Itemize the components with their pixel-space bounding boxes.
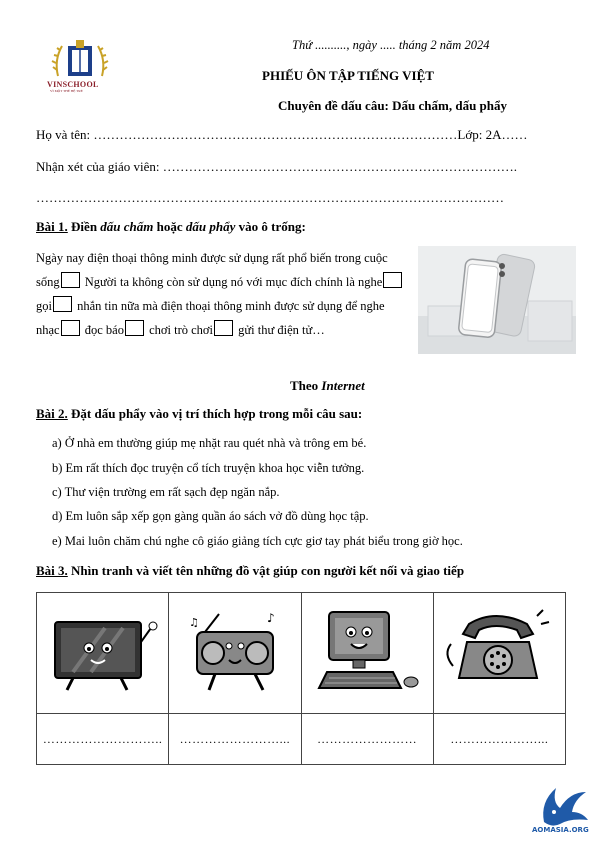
svg-text:♪: ♪ bbox=[266, 611, 275, 625]
exercise3-heading: Bài 3. Nhìn tranh và viết tên những đồ vật giúp con người kết nối và giao tiếp bbox=[36, 563, 465, 578]
smartphone-photo bbox=[418, 246, 576, 354]
answer-blank-1[interactable]: ……………………….. bbox=[37, 714, 169, 765]
list-item: d) Em luôn sắp xếp gọn gàng quần áo sách vở đồ dùng học tập. bbox=[52, 509, 369, 523]
radio-icon bbox=[175, 606, 295, 696]
teacher-comment-line: Nhận xét của giáo viên: ………………………………………………………………………. bbox=[36, 159, 517, 174]
exercise1-label: Bài 1. bbox=[36, 219, 68, 234]
telephone-icon bbox=[439, 606, 559, 696]
source-credit: Theo Internet bbox=[290, 378, 365, 393]
list-item: a) Ở nhà em thường giúp mẹ nhặt rau quét nhà và trông em bé. bbox=[52, 436, 367, 450]
answer-box-6[interactable] bbox=[214, 320, 233, 336]
answer-box-1[interactable] bbox=[61, 272, 80, 288]
telephone-cell bbox=[433, 593, 565, 714]
exercise1-heading: Bài 1. Điền dấu chấm hoặc dấu phẩy vào ô trống: bbox=[36, 219, 306, 234]
exercise1-paragraph: Ngày nay điện thoại thông minh được sử dụng rất phổ biến trong cuộc sống Người ta không còn sử dụng nó với mục đích chính là nghe gọi nhắn tin nữa mà điện thoại thông minh được sử dụng để nghe nhạc đọc báo chơi trò chơi gửi thư điện tử… bbox=[36, 246, 406, 342]
school-name: VINSCHOOL bbox=[47, 80, 99, 89]
worksheet-subtitle: Chuyên đề dấu câu: Dấu chấm, dấu phẩy bbox=[278, 98, 508, 113]
answer-box-3[interactable] bbox=[53, 296, 72, 312]
picture-table bbox=[36, 592, 566, 765]
answer-blank-3[interactable]: …………………… bbox=[301, 714, 433, 765]
answer-blank-4[interactable]: …………………... bbox=[433, 714, 565, 765]
watermark-text: AOMASIA.ORG bbox=[532, 826, 589, 834]
answer-box-2[interactable] bbox=[383, 272, 402, 288]
student-name-line: Họ và tên: …………………………………………………………………………Lớp: 2A…… bbox=[36, 127, 528, 142]
worksheet-title: PHIẾU ÔN TẬP TIẾNG VIỆT bbox=[262, 68, 434, 83]
answer-box-4[interactable] bbox=[61, 320, 80, 336]
computer-icon bbox=[307, 606, 427, 696]
tv-cell bbox=[37, 593, 169, 714]
comment-extra-line: ……………………………………………………………………………………………… bbox=[36, 190, 504, 205]
date-line: Thứ .........., ngày ..... tháng 2 năm 2024 bbox=[292, 38, 490, 52]
answer-box-5[interactable] bbox=[125, 320, 144, 336]
school-tagline: VÌ MỘT THẾ HỆ TRẺ bbox=[50, 89, 83, 93]
list-item: b) Em rất thích đọc truyện cổ tích truyện khoa học viễn tưởng. bbox=[52, 461, 365, 475]
list-item: e) Mai luôn chăm chú nghe cô giáo giảng tích cực giơ tay phát biểu trong giờ học. bbox=[52, 534, 463, 548]
exercise3-label: Bài 3. bbox=[36, 563, 68, 578]
answer-blank-2[interactable]: ……………………... bbox=[169, 714, 301, 765]
exercise2-label: Bài 2. bbox=[36, 406, 68, 421]
computer-cell bbox=[301, 593, 433, 714]
exercise2-heading: Bài 2. Đặt dấu phẩy vào vị trí thích hợp trong mỗi câu sau: bbox=[36, 406, 363, 421]
radio-cell bbox=[169, 593, 301, 714]
television-icon bbox=[43, 606, 163, 696]
list-item: c) Thư viện trường em rất sạch đẹp ngăn nắp. bbox=[52, 485, 280, 499]
svg-text:♫: ♫ bbox=[188, 616, 199, 629]
